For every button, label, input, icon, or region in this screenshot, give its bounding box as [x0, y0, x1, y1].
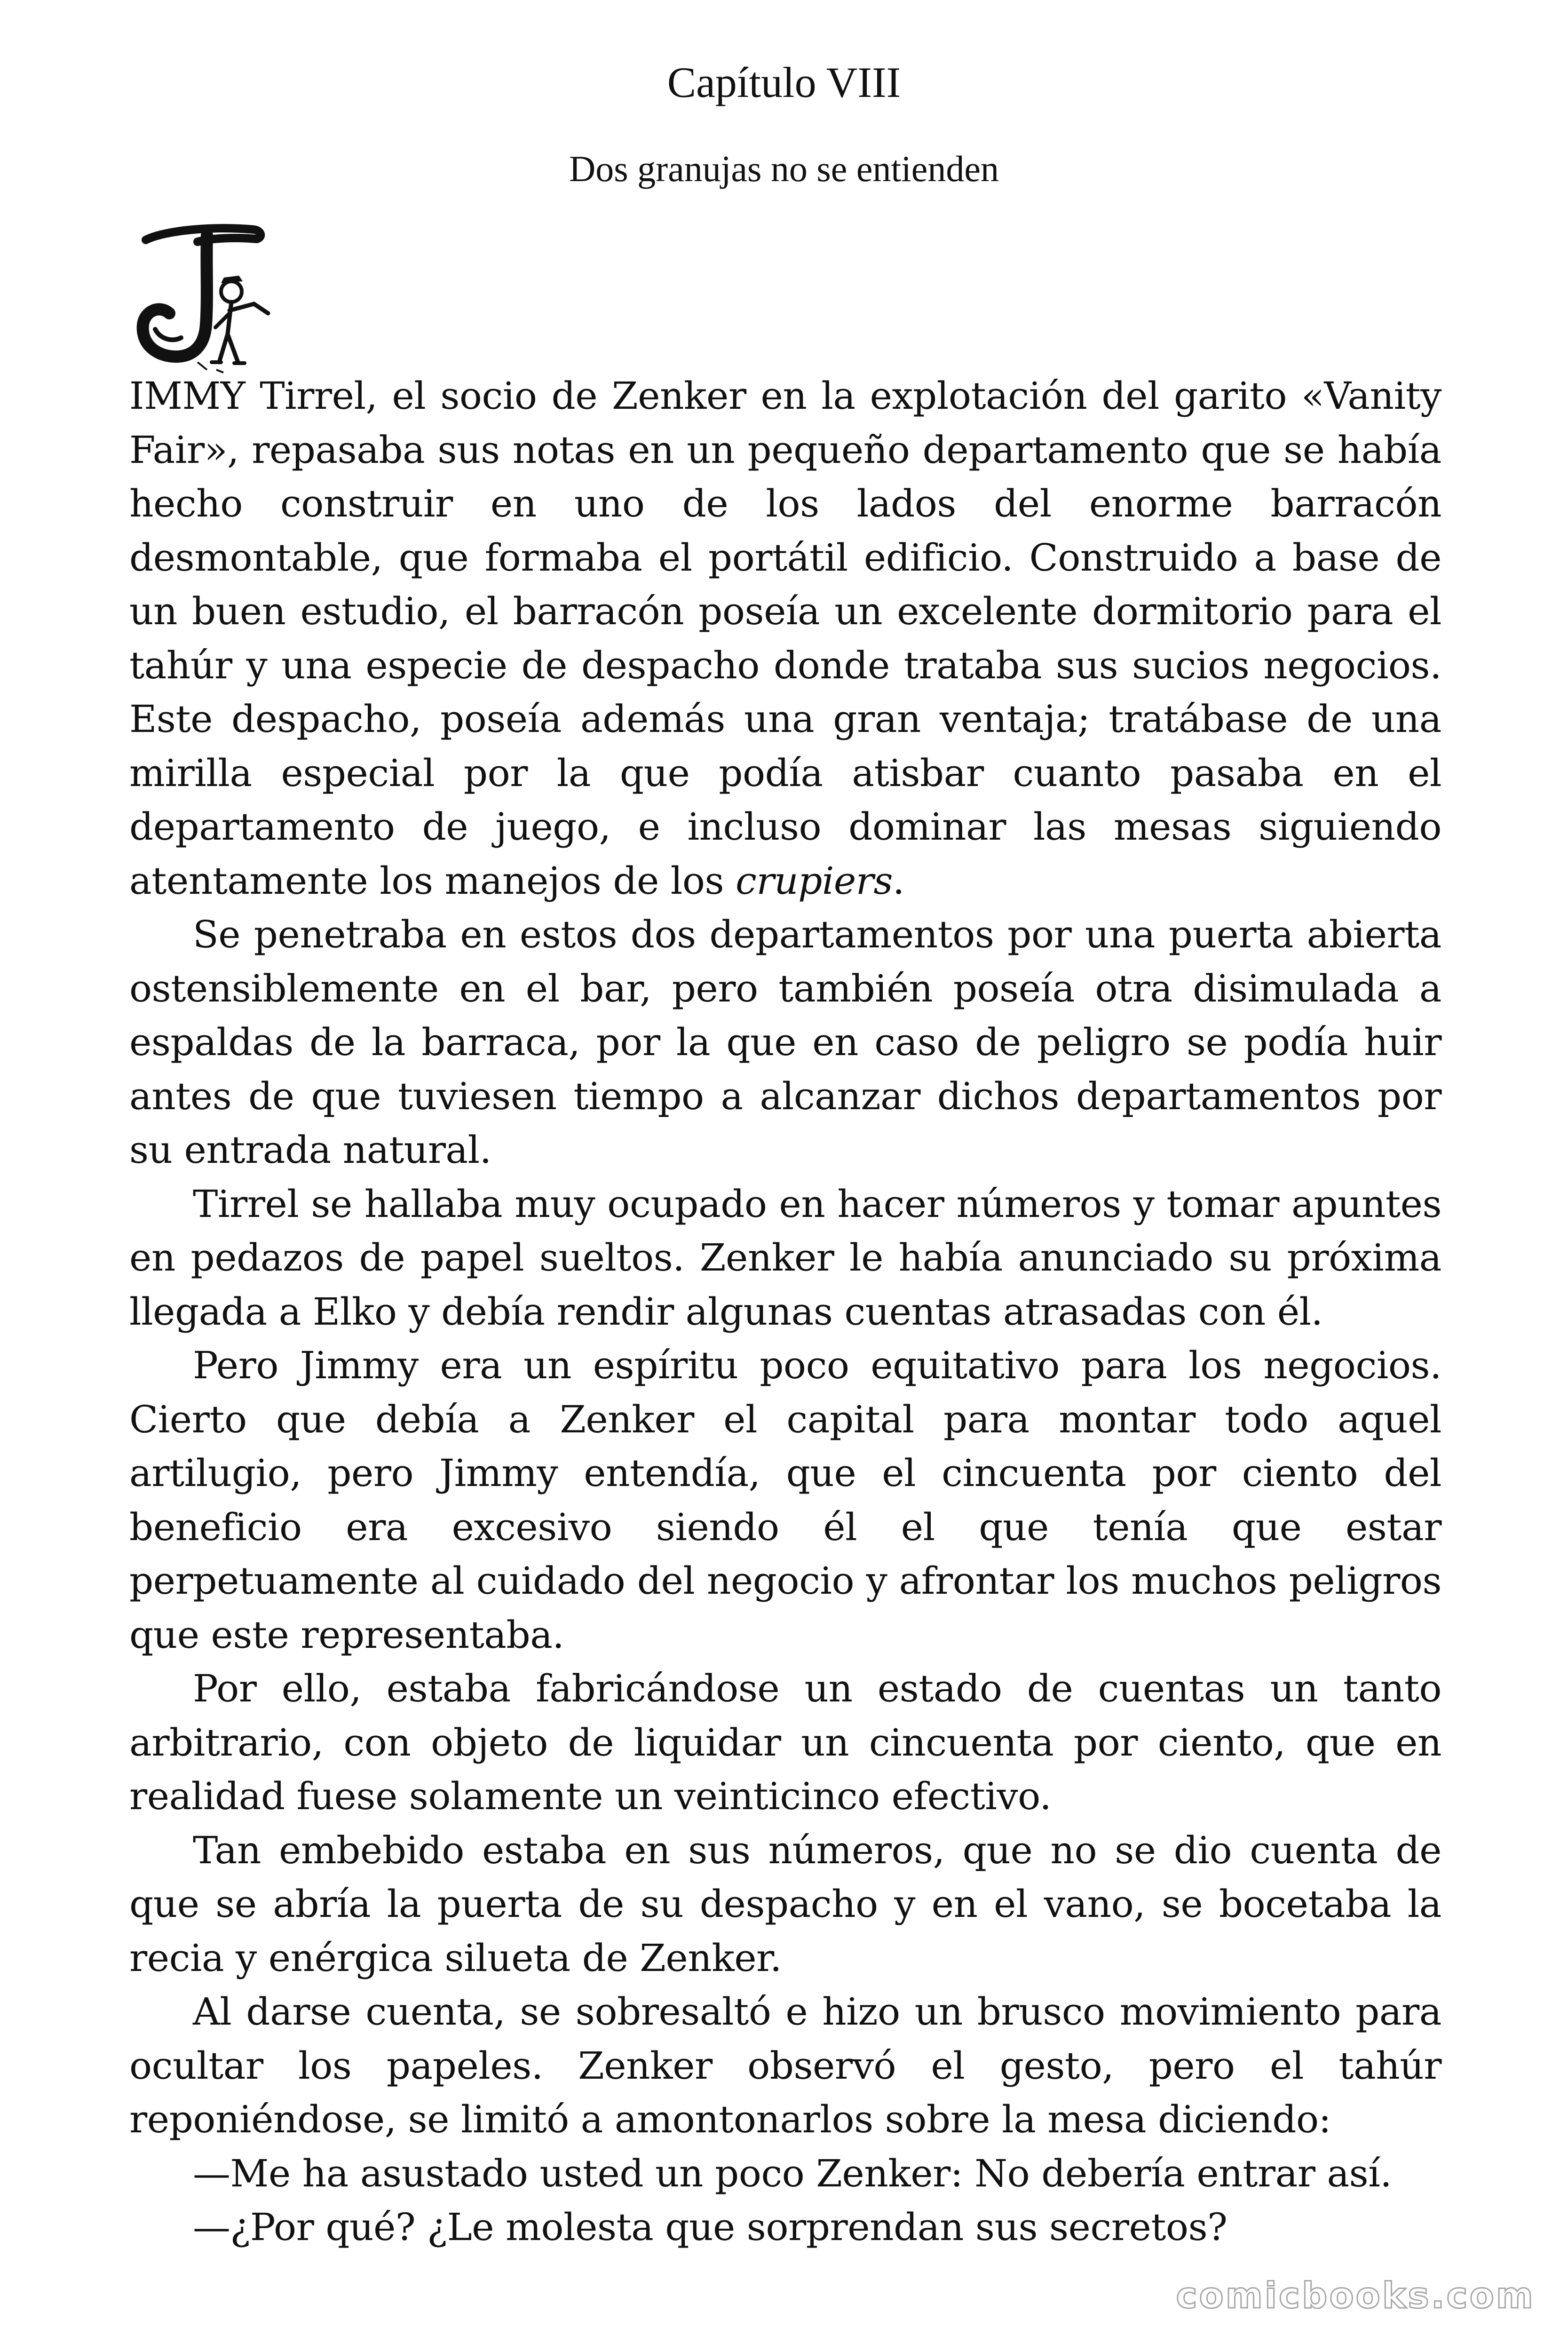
- paragraph-3: Tirrel se hallaba muy ocupado en hacer números y tomar apuntes en pedazos de papel sueltos. Zenker le había anunciado su próxima llegada a Elko y debía rendir algunas cuentas atrasadas con él.: [129, 1182, 1441, 1334]
- chapter-body: [129, 369, 1441, 2255]
- chapter-subtitle: Dos granujas no se entienden: [569, 148, 999, 189]
- crupiers-emphasis: crupiers: [736, 858, 893, 903]
- paragraph-7: Al darse cuenta, se sobresaltó e hizo un brusco movimiento para ocultar los papeles. Zenker observó el gesto, pero el tahúr reponiéndose, se limitó a amontonarlos sobre la mesa diciendo:: [129, 1990, 1441, 2141]
- ornamental-letter-j-with-figure-icon: [127, 221, 277, 376]
- paragraph-1-text: IMMY Tirrel, el socio de Zenker en la explotación del garito «Vanity Fair», repasaba sus notas en un pequeño departamento que se había hecho construir en uno de los lados del enorme barracón desmontable, que formaba el portátil edificio. Construido a base de un buen estudio, el barracón poseía un excelente dormitorio para el tahúr y una especie de despacho donde trataba sus sucios negocios. Este despacho, poseía además una gran ventaja; tratábase de una mirilla especial por la que podía atisbar cuanto pasaba en el departamento de juego, e incluso dominar las mesas siguiendo atentamente los manejos de los: [129, 374, 1441, 903]
- dialogue-line-2: —¿Por qué? ¿Le molesta que sorprendan sus secretos?: [193, 2205, 1227, 2249]
- paragraph-2: Se penetraba en estos dos departamentos por una puerta abierta ostensiblemente en el bar, pero también poseía otra disimulada a espaldas de la barraca, por la que en caso de peligro se podía huir antes de que tuviesen tiempo a alcanzar dichos departamentos por su entrada natural.: [129, 913, 1441, 1172]
- paragraph-5: Por ello, estaba fabricándose un estado de cuentas un tanto arbitrario, con objeto de liquidar un cincuenta por ciento, que en realidad fuese solamente un veinticinco efectivo.: [129, 1667, 1441, 1818]
- site-watermark: comicbooks.com: [1176, 2274, 1535, 2316]
- chapter-title: Capítulo VIII: [667, 58, 901, 106]
- paragraph-1-end: .: [893, 858, 904, 903]
- dialogue-line-1: —Me ha asustado usted un poco Zenker: No debería entrar así.: [193, 2151, 1392, 2195]
- paragraph-6: Tan embebido estaba en sus números, que no se dio cuenta de que se abría la puerta de su despacho y en el vano, se bocetaba la recia y enérgica silueta de Zenker.: [129, 1828, 1441, 1980]
- paragraph-4: Pero Jimmy era un espíritu poco equitativo para los negocios. Cierto que debía a Zenker el capital para montar todo aquel artilugio, pero Jimmy entendía, que el cincuenta por ciento del beneficio era excesivo siendo él el que tenía que estar perpetuamente al cuidado del negocio y afrontar los muchos peligros que este representaba.: [129, 1343, 1441, 1657]
- paragraph-1: [129, 369, 1441, 908]
